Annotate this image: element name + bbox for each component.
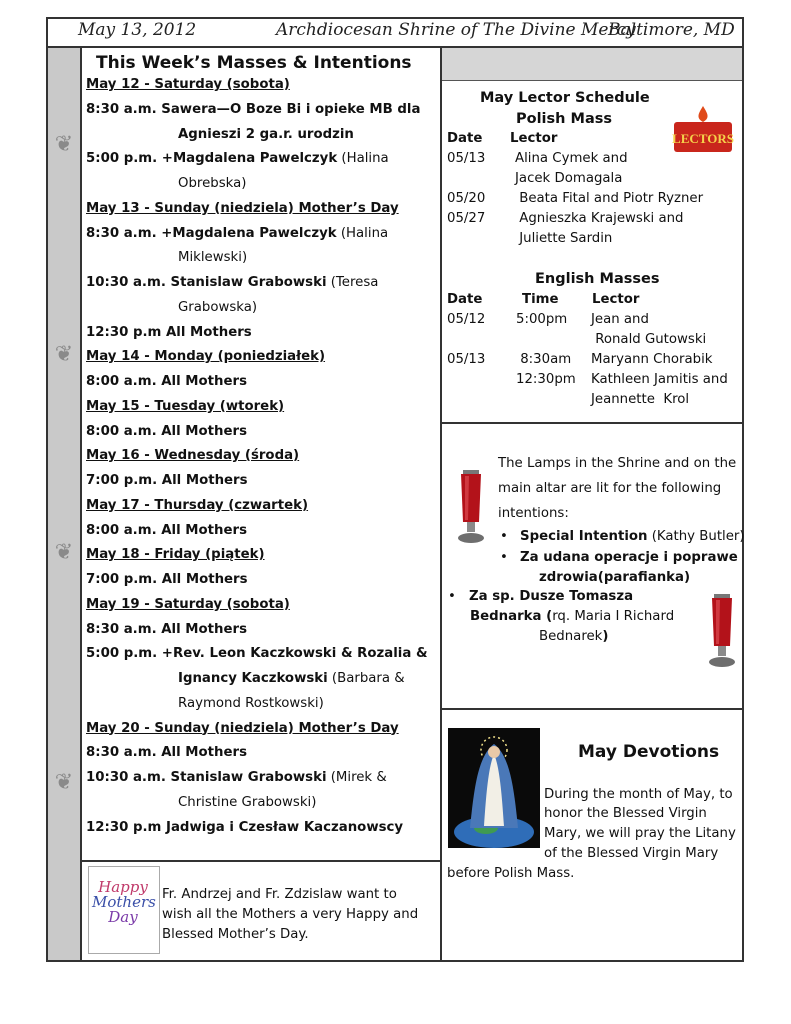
mass-day-heading: May 20 - Sunday (niedziela) Mother’s Day xyxy=(86,720,399,736)
mass-intention-line: 8:30 a.m. All Mothers xyxy=(86,745,247,761)
sanctuary-lamp-icon xyxy=(706,592,738,670)
mass-intention-line: 12:30 p.m All Mothers xyxy=(86,324,252,340)
english-masses-title: English Masses xyxy=(535,271,660,287)
mass-day-heading: May 17 - Thursday (czwartek) xyxy=(86,497,309,513)
english-row-lector: Jean and xyxy=(591,312,649,327)
english-row-lector: Maryann Chorabik xyxy=(591,352,713,367)
lector-subtitle: Polish Mass xyxy=(516,111,613,127)
polish-row-date: 05/27 xyxy=(447,211,486,226)
ornament-icon: ❦ xyxy=(54,540,74,565)
blessed-virgin-mary-image xyxy=(448,728,540,848)
svg-text:LECTORS: LECTORS xyxy=(672,131,734,146)
polish-row-lector: Alina Cymek and xyxy=(515,151,628,166)
right-header-bar xyxy=(442,48,742,81)
mass-intention-line: 10:30 a.m. Stanislaw Grabowski (Mirek & xyxy=(86,770,387,785)
mass-intention-line: Ignancy Kaczkowski (Barbara & xyxy=(178,671,405,686)
mass-day-heading: May 14 - Monday (poniedziałek) xyxy=(86,349,326,365)
intention-3-line-2: Bednarka (rq. Maria I Richard xyxy=(470,609,675,624)
mothers-day-text-3: Blessed Mother’s Day. xyxy=(162,927,309,942)
ornament-icon: ❦ xyxy=(54,342,74,367)
sanctuary-lamp-icon xyxy=(455,468,487,546)
lector-col-date: Date xyxy=(447,131,483,146)
mass-intention-line: Miklewski) xyxy=(178,250,248,266)
mass-day-heading: May 19 - Saturday (sobota) xyxy=(86,596,290,612)
mass-intention-line: 8:30 a.m. Sawera—O Boze Bi i opieke MB dla xyxy=(86,101,421,117)
lamps-intro-1: The Lamps in the Shrine and on the xyxy=(498,456,737,471)
mass-intention-line: 8:00 a.m. All Mothers xyxy=(86,522,247,538)
english-col-date: Date xyxy=(447,292,483,307)
intention-3-line-1: Za sp. Dusze Tomasza xyxy=(469,589,634,604)
mass-day-heading: May 15 - Tuesday (wtorek) xyxy=(86,398,285,414)
english-row-time: 12:30pm xyxy=(516,372,576,387)
english-row-lector: Jeannette Krol xyxy=(591,392,690,407)
polish-row-lector: Jacek Domagala xyxy=(515,171,623,186)
ornament-icon: ❦ xyxy=(54,770,74,795)
header-date: May 13, 2012 xyxy=(78,20,197,40)
mass-intention-line: Christine Grabowski) xyxy=(178,794,317,810)
lectors-logo-icon xyxy=(672,104,734,154)
polish-row-lector: Juliette Sardin xyxy=(515,231,613,246)
devotions-text-4: of the Blessed Virgin Mary xyxy=(544,846,719,861)
mass-intention-line: 12:30 p.m Jadwiga i Czesław Kaczanowscy xyxy=(86,819,404,835)
bullet-icon: • xyxy=(448,589,456,604)
mass-intention-line: 7:00 p.m. All Mothers xyxy=(86,473,248,488)
english-row-time: 8:30am xyxy=(516,352,572,367)
mothers-day-text-1: Fr. Andrzej and Fr. Zdzislaw want to xyxy=(162,887,397,902)
bullet-icon: • xyxy=(500,529,508,544)
english-col-lector: Lector xyxy=(592,292,640,307)
polish-row-lector: Agnieszka Krajewski and xyxy=(515,211,684,226)
header-shrine-name: Archdiocesan Shrine of The Divine Mercy xyxy=(276,20,636,40)
mass-intention-line: 8:30 a.m. +Magdalena Pawelczyk (Halina xyxy=(86,225,389,241)
mass-intention-line: 5:00 p.m. +Rev. Leon Kaczkowski & Rozalia & xyxy=(86,646,428,662)
english-col-time: Time xyxy=(522,292,559,307)
header-city: Baltimore, MD xyxy=(608,20,735,40)
intention-3-line-3: Bednarek) xyxy=(539,629,609,644)
lector-title: May Lector Schedule xyxy=(480,90,650,106)
english-row-lector: Ronald Gutowski xyxy=(591,332,707,347)
polish-row-lector: Beata Fital and Piotr Ryzner xyxy=(515,191,704,206)
mothers-day-text-2: wish all the Mothers a very Happy and xyxy=(162,907,419,922)
lamps-intro-3: intentions: xyxy=(498,506,569,521)
devotions-text-2: honor the Blessed Virgin xyxy=(544,806,707,821)
english-row-time: 5:00pm xyxy=(516,312,568,327)
english-row-date: 05/13 xyxy=(447,352,486,367)
mass-intention-line: 8:00 a.m. All Mothers xyxy=(86,374,247,389)
intention-1: Special Intention (Kathy Butler) xyxy=(520,529,745,544)
mass-intention-line: 10:30 a.m. Stanislaw Grabowski (Teresa xyxy=(86,275,379,290)
ornament-icon: ❦ xyxy=(54,132,74,157)
intention-2-line-1: Za udana operacje i poprawe xyxy=(520,550,738,565)
devotions-title: May Devotions xyxy=(578,742,720,762)
devotions-text-5: before Polish Mass. xyxy=(447,866,575,881)
mothers-day-card-text: Happy Mothers Day xyxy=(92,878,156,926)
mass-intention-line: 8:00 a.m. All Mothers xyxy=(86,423,247,439)
polish-row-date: 05/20 xyxy=(447,191,486,206)
english-row-date: 05/12 xyxy=(447,312,486,327)
mass-intention-line: 7:00 p.m. All Mothers xyxy=(86,572,248,587)
mass-intention-line: Agnieszi 2 ga.r. urodzin xyxy=(178,126,354,142)
devotions-text-1: During the month of May, to xyxy=(544,787,733,802)
lector-col-lector: Lector xyxy=(510,131,558,146)
polish-row-date: 05/13 xyxy=(447,151,486,166)
mass-day-heading: May 12 - Saturday (sobota) xyxy=(86,77,290,92)
mass-intention-line: Obrebska) xyxy=(178,176,247,191)
mass-intention-line: Raymond Rostkowski) xyxy=(178,695,324,711)
mass-day-heading: May 13 - Sunday (niedziela) Mother’s Day xyxy=(86,200,399,216)
bullet-icon: • xyxy=(500,550,508,565)
mass-day-heading: May 18 - Friday (piątek) xyxy=(86,547,265,563)
lamps-intro-2: main altar are lit for the following xyxy=(498,481,722,496)
intention-2-line-2: zdrowia(parafianka) xyxy=(539,570,691,585)
masses-title: This Week’s Masses & Intentions xyxy=(96,53,412,73)
english-row-lector: Kathleen Jamitis and xyxy=(591,372,728,387)
mass-intention-line: 5:00 p.m. +Magdalena Pawelczyk (Halina xyxy=(86,151,389,167)
decorative-side-strip xyxy=(48,48,82,960)
mass-day-heading: May 16 - Wednesday (środa) xyxy=(86,448,300,464)
devotions-text-3: Mary, we will pray the Litany xyxy=(544,826,736,841)
mass-intention-line: Grabowska) xyxy=(178,299,258,315)
mass-intention-line: 8:30 a.m. All Mothers xyxy=(86,621,247,637)
